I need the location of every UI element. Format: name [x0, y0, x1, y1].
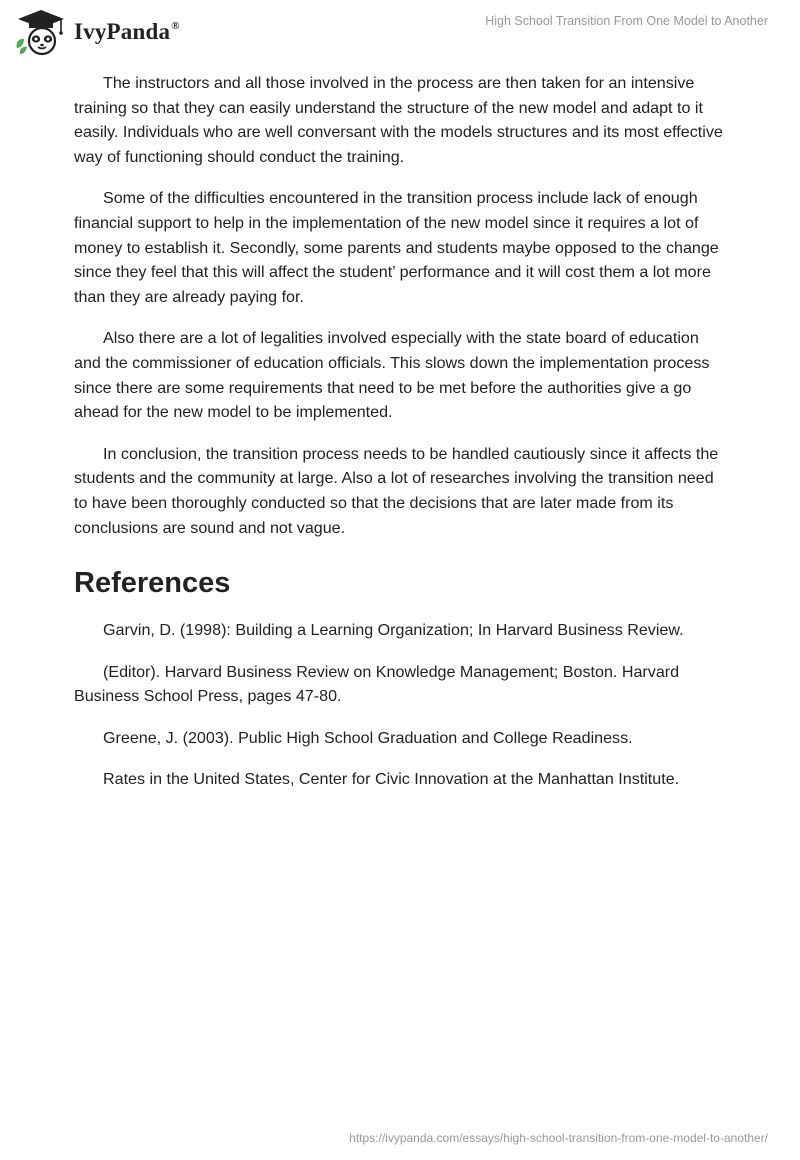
- reference-item: Garvin, D. (1998): Building a Learning Organization; In Harvard Business Review.: [103, 621, 684, 640]
- brand-name: IvyPanda®: [74, 19, 180, 44]
- trademark-symbol: ®: [171, 20, 180, 32]
- body-paragraph: Some of the difficulties encountered in the transition process include lack of enough financial support to help in the implementation of the new model since it requires a lot of money to establish it. Secondly, some parents and students maybe opposed to the change since they feel that this will affect the student’ performance and it will cost them a lot more than they are already paying for.: [74, 189, 719, 306]
- body-paragraph: In conclusion, the transition process needs to be handled cautiously since it affects the students and the community at large. Also a lot of researches involving the transition need to have been thoroughly conducted so that the decisions that are later made from its conclusions are sound and not vague.: [74, 444, 719, 537]
- document-title: High School Transition From One Model to Another: [485, 14, 768, 28]
- references-heading: References: [74, 567, 231, 600]
- body-paragraph: Also there are a lot of legalities involved especially with the state board of education and the commissioner of education officials. This slows down the implementation process since there are some requirements that need to be met before the authorities give a go ahead for the new model to be implemented.: [74, 329, 710, 422]
- page-header: [0, 0, 800, 60]
- essay-body: [74, 71, 726, 809]
- source-url[interactable]: https://ivypanda.com/essays/high-school-transition-from-one-model-to-another/: [349, 1131, 768, 1145]
- body-paragraph: The instructors and all those involved in the process are then taken for an intensive training so that they can easily understand the structure of the new model and adapt to it easily. Individuals who are well conversant with the models structures and its most effective way of functioning should conduct the training.: [74, 74, 723, 166]
- panda-graduate-icon: [14, 8, 68, 56]
- reference-item: Greene, J. (2003). Public High School Graduation and College Readiness.: [103, 728, 633, 747]
- reference-item: Rates in the United States, Center for Civic Innovation at the Manhattan Institute.: [103, 770, 680, 789]
- logo[interactable]: [14, 8, 180, 56]
- reference-item: (Editor). Harvard Business Review on Knowledge Management; Boston. Harvard Business School Press, pages 47-80.: [74, 662, 680, 706]
